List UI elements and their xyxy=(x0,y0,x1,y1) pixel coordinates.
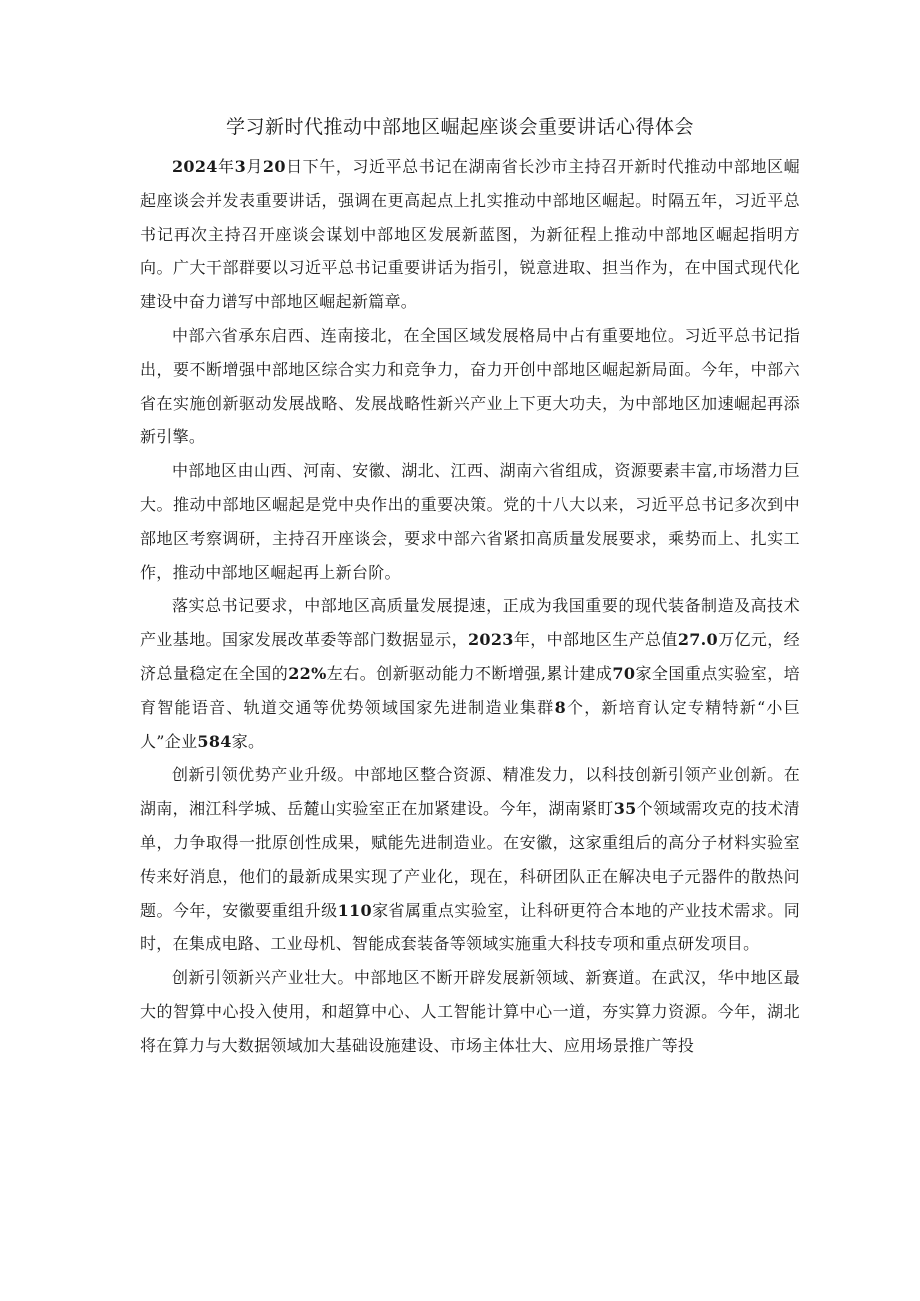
document-body xyxy=(140,150,800,1063)
paragraph-2: 中部六省承东启西、连南接北，在全国区域发展格局中占有重要地位。习近平总书记指出，要不断增强中部地区综合实力和竞争力，奋力开创中部地区崛起新局面。今年，中部六省在实施创新驱动发展战略、发展战略性新兴产业上下更大功夫，为中部地区加速崛起再添新引擎。 xyxy=(140,325,800,447)
paragraph-5: 创新引领优势产业升级。中部地区整合资源、精准发力，以科技创新引领产业创新。在湖南，湘江科学城、岳麓山实验室正在加紧建设。今年，湖南紧盯35个领域需攻克的技术清单，力争取得一批原创性成果，赋能先进制造业。在安徽，这家重组后的高分子材料实验室传来好消息，他们的最新成果实现了产业化，现在，科研团队正在解决电子元器件的散热问题。今年，安徽要重组升级110家省属重点实验室，让科研更符合本地的产业技术需求。同时，在集成电路、工业母机、智能成套装备等领域实施重大科技专项和重点研发项目。 xyxy=(140,765,800,954)
document-title: 学习新时代推动中部地区崛起座谈会重要讲话心得体会 xyxy=(225,116,694,138)
paragraph-4: 落实总书记要求，中部地区高质量发展提速，正成为我国重要的现代装备制造及高技术产业基地。国家发展改革委等部门数据显示，2023年，中部地区生产总值27.0万亿元，经济总量稳定在全国的22%左右。创新驱动能力不断增强,累计建成70家全国重点实验室，培育智能语音、轨道交通等优势领域国家先进制造业集群8个，新培育认定专精特新“小巨人”企业584家。 xyxy=(140,596,801,751)
paragraph-6: 创新引领新兴产业壮大。中部地区不断开辟发展新领域、新赛道。在武汉，华中地区最大的智算中心投入使用，和超算中心、人工智能计算中心一道，夯实算力资源。今年，湖北将在算力与大数据领域加大基础设施建设、市场主体壮大、应用场景推广等投 xyxy=(140,968,800,1055)
paragraph-3: 中部地区由山西、河南、安徽、湖北、江西、湖南六省组成，资源要素丰富,市场潜力巨大。推动中部地区崛起是党中央作出的重要决策。党的十八大以来，习近平总书记多次到中部地区考察调研，主持召开座谈会，要求中部六省紧扣高质量发展要求，乘势而上、扎实工作，推动中部地区崛起再上新台阶。 xyxy=(140,461,800,582)
paragraph-1: 2024年3月20日下午，习近平总书记在湖南省长沙市主持召开新时代推动中部地区崛起座谈会并发表重要讲话，强调在更高起点上扎实推动中部地区崛起。时隔五年，习近平总书记再次主持召开座谈会谋划中部地区发展新蓝图，为新征程上推动中部地区崛起指明方向。广大干部群要以习近平总书记重要讲话为指引，锐意进取、担当作为，在中国式现代化建设中奋力谱写中部地区崛起新篇章。 xyxy=(140,157,800,312)
